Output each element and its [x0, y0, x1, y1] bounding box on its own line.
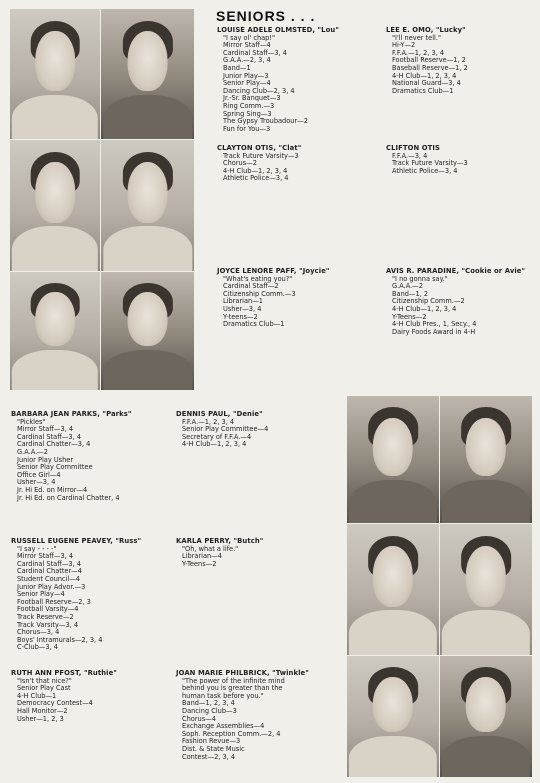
activity-line: Dramatics Club—1	[223, 320, 285, 329]
activity-line: Junior Play Usher	[17, 455, 74, 464]
activity-line: Usher—1, 2, 3	[17, 714, 64, 723]
activity-line: F.F.A.—1, 2, 3, 4	[182, 417, 235, 426]
activity-line: Hi-Y—2	[392, 41, 416, 50]
senior-entry-perry	[176, 538, 263, 568]
activity-line: 4-H Club—1, 2, 3, 4	[392, 304, 457, 313]
senior-name: JOAN MARIE PHILBRICK, "Twinkle"	[176, 669, 309, 677]
activity-line: F.F.A.—1, 2, 3, 4	[392, 48, 445, 57]
activity-line: Track Varsity—3, 4	[17, 620, 79, 629]
activity-line: G.A.A.—2, 3, 4	[223, 56, 271, 65]
activity-line: Secretary of F.F.A.—4	[182, 432, 252, 441]
portrait-photo-clayton-otis	[10, 140, 100, 271]
activity-line: Citizenship Comm.—3	[223, 289, 296, 298]
senior-name: KARLA PERRY, "Butch"	[176, 537, 264, 545]
activity-line: Cardinal Staff—3, 4	[17, 432, 81, 441]
activity-line: Cardinal Staff—3, 4	[223, 48, 287, 57]
activity-line: Usher—3, 4	[223, 304, 262, 313]
activity-line: Baseball Reserve—1, 2	[392, 63, 468, 72]
senior-entry-olmsted	[217, 27, 339, 133]
portrait-photo-philbrick	[440, 656, 532, 777]
activity-line: C-Club—3, 4	[17, 643, 58, 652]
activity-line: "Isn't that nice?"	[17, 676, 72, 685]
activity-line: Football Varsity—4	[17, 605, 79, 614]
activity-line: Chorus—2	[223, 159, 257, 168]
activity-line: Athletic Police—3, 4	[392, 166, 458, 175]
senior-name: DENNIS PAUL, "Denie"	[176, 410, 263, 418]
senior-entry-pfost	[11, 670, 117, 723]
senior-entry-peavey	[11, 538, 141, 652]
senior-name: RUSSELL EUGENE PEAVEY, "Russ"	[11, 537, 142, 545]
activity-line: Track Future Varsity—3	[392, 159, 468, 168]
activity-line: Cardinal Staff—2	[223, 282, 279, 291]
senior-entry-paul	[176, 411, 268, 449]
activity-line: 4-H Club—1, 2, 3, 4	[182, 440, 247, 449]
senior-entry-parks	[11, 411, 132, 502]
activity-line: Chorus—3, 4	[17, 628, 60, 637]
activity-line: Dancing Club—3	[182, 706, 237, 715]
activity-line: Jr. Hi Ed. on Mirror—4	[17, 485, 88, 494]
activity-line: Office Girl—4	[17, 470, 61, 479]
senior-name: LEE E. OMO, "Lucky"	[386, 26, 466, 34]
portrait-photo-paradine	[101, 272, 194, 390]
activity-line: "Pickles"	[17, 417, 46, 426]
activity-line: G.A.A.—2	[392, 282, 423, 291]
activity-line: Y-Teens—2	[392, 312, 427, 321]
portrait-photo-parks	[347, 396, 439, 523]
senior-entry-paradine	[386, 268, 525, 336]
senior-entry-clifton-otis	[386, 145, 468, 175]
senior-name: JOYCE LENORE PAFF, "Joycie"	[217, 267, 330, 275]
activity-line: Chorus—4	[182, 714, 216, 723]
activity-line: Mirror Staff—3, 4	[17, 552, 74, 561]
activity-line: "I say - - - -"	[17, 544, 57, 553]
activity-line: Librarian—4	[182, 552, 222, 561]
activity-line: Mirror Staff—3, 4	[17, 425, 74, 434]
page-title: SENIORS . . .	[216, 8, 316, 24]
senior-name: CLIFTON OTIS	[386, 144, 440, 152]
activity-line: behind you is greater than the	[182, 684, 283, 693]
senior-name: LOUISE ADELE OLMSTED, "Lou"	[217, 26, 339, 34]
senior-name: CLAYTON OTIS, "Clat"	[217, 144, 302, 152]
activity-line: Dist. & State Music	[182, 744, 245, 753]
activity-line: "Oh, what a life."	[182, 544, 239, 553]
activity-line: Cardinal Chatter—4	[17, 567, 82, 576]
activity-line: Senior Play Committee	[17, 463, 93, 472]
activity-line: Dramatics Club—1	[392, 86, 454, 95]
activity-line: Junior Play Advor.—3	[17, 582, 86, 591]
activity-line: 4-H Club—1, 2, 3, 4	[392, 71, 457, 80]
activity-line: 4-H Club—1, 2, 3, 4	[223, 166, 288, 175]
activity-line: "I say ol' chap!"	[223, 33, 276, 42]
senior-entry-philbrick	[176, 670, 309, 761]
senior-name: RUTH ANN PFOST, "Ruthie"	[11, 669, 117, 677]
activity-line: F.F.A.—3, 4	[392, 151, 428, 160]
activity-line: Dairy Foods Award in 4-H	[392, 327, 476, 336]
activity-line: Librarian—1	[223, 297, 263, 306]
senior-name: AVIS R. PARADINE, "Cookie or Avie"	[386, 267, 526, 275]
activity-line: Football Reserve—1, 2	[392, 56, 466, 65]
activity-line: Boys' Intramurals—2, 3, 4	[17, 635, 103, 644]
activity-line: Track Future Varsity—3	[223, 151, 299, 160]
activity-line: The Gypsy Troubadour—2	[223, 117, 308, 126]
activity-line: "What's eating you?"	[223, 274, 293, 283]
activity-line: Spring Sing—3	[223, 109, 272, 118]
activity-line: Cardinal Staff—3, 4	[17, 559, 81, 568]
activity-line: 4-H Club—1	[17, 691, 57, 700]
activity-line: Fashion Revue—3	[182, 737, 241, 746]
activity-line: Citizenship Comm.—2	[392, 297, 465, 306]
senior-entry-omo	[386, 27, 468, 95]
activity-line: "I'll never tell."	[392, 33, 441, 42]
activity-line: Democracy Contest—4	[17, 699, 93, 708]
activity-line: Cardinal Chatter—3, 4	[17, 440, 91, 449]
activity-line: Hall Monitor—2	[17, 706, 68, 715]
activity-line: 4-H Club Pres., 1, Secy., 4	[392, 320, 477, 329]
senior-entry-clayton-otis	[217, 145, 301, 183]
portrait-photo-omo	[101, 9, 194, 139]
activity-line: Senior Play—4	[223, 79, 271, 88]
activity-line: Athletic Police—3, 4	[223, 174, 289, 183]
senior-name: BARBARA JEAN PARKS, "Parks"	[11, 410, 132, 418]
activity-line: Contest—2, 3, 4	[182, 752, 236, 761]
activity-line: Track Reserve—2	[17, 612, 74, 621]
activity-line: Dancing Club—2, 3, 4	[223, 86, 295, 95]
activity-line: Exchange Assemblies—4	[182, 722, 265, 731]
senior-entry-paff	[217, 268, 330, 329]
activity-line: "I no gonna say."	[392, 274, 448, 283]
activity-line: Student Council—4	[17, 574, 81, 583]
portrait-photo-clifton-otis	[101, 140, 194, 271]
activity-line: Senior Play—4	[17, 590, 65, 599]
activity-line: Y-Teens—2	[182, 559, 217, 568]
portrait-photo-paul	[440, 396, 532, 523]
activity-line: Jr. Hi Ed. on Cardinal Chatter, 4	[17, 493, 120, 502]
activity-line: Ring Comm.—3	[223, 101, 275, 110]
portrait-photo-peavey	[347, 524, 439, 655]
activity-line: human task before you."	[182, 691, 264, 700]
activity-line: Usher—3, 4	[17, 478, 56, 487]
activity-line: Senior Play Committee—4	[182, 425, 269, 434]
activity-line: Y-teens—2	[223, 312, 258, 321]
activity-line: National Guard—3, 4	[392, 79, 461, 88]
activity-line: Jr.-Sr. Banquet—3	[223, 94, 281, 103]
activity-line: Band—1, 2	[392, 289, 429, 298]
activity-line: Senior Play Cast	[17, 684, 71, 693]
activity-line: Football Reserve—2, 3	[17, 597, 91, 606]
activity-line: Band—1	[223, 63, 251, 72]
activity-line: Band—1, 2, 3, 4	[182, 699, 235, 708]
portrait-photo-olmsted	[10, 9, 100, 139]
activity-line: Fun for You—3	[223, 124, 271, 133]
activity-line: Junior Play—3	[223, 71, 269, 80]
activity-line: Soph. Reception Comm.—2, 4	[182, 729, 281, 738]
portrait-photo-paff	[10, 272, 100, 390]
portrait-photo-pfost	[347, 656, 439, 777]
activity-line: Mirror Staff—4	[223, 41, 271, 50]
activity-line: "The power of the infinite mind	[182, 676, 285, 685]
activity-line: G.A.A.—2	[17, 447, 48, 456]
portrait-photo-perry	[440, 524, 532, 655]
